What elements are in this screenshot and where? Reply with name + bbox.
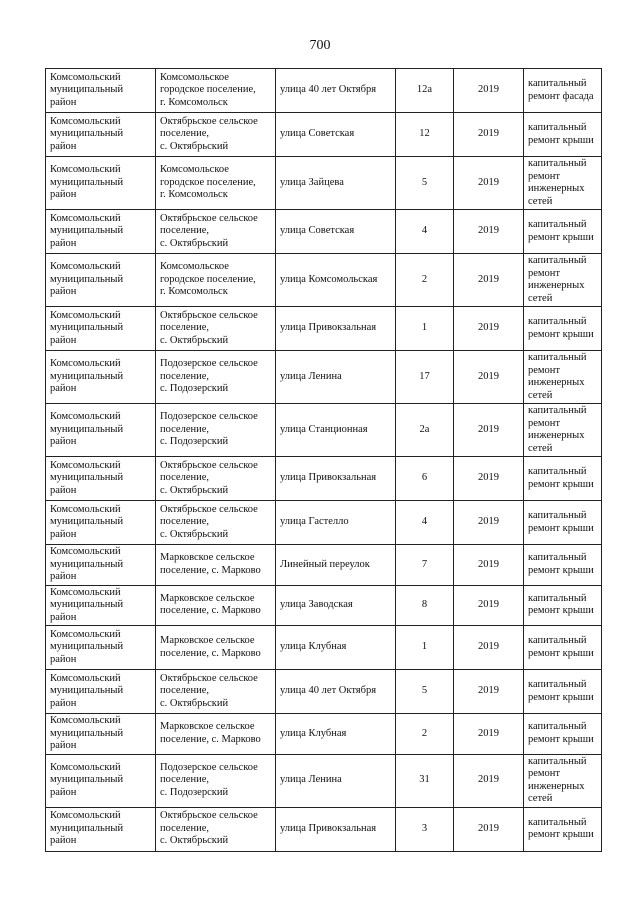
year-cell: 2019 [454,307,524,351]
settlement-cell: Подозерское сельское поселение, с. Подозерский [156,404,276,457]
district-cell: Комсомольский муниципальный район [46,714,156,755]
year-cell: 2019 [454,404,524,457]
house-number-cell: 1 [396,307,454,351]
settlement-cell: Комсомольское городское поселение, г. Комсомольск [156,254,276,307]
house-number-cell: 8 [396,585,454,626]
table-row [46,210,602,254]
district-cell: Комсомольский муниципальный район [46,501,156,545]
district-cell: Комсомольский муниципальный район [46,670,156,714]
table-row [46,113,602,157]
work-type-cell: капитальный ремонт крыши [524,626,602,670]
district-cell: Комсомольский муниципальный район [46,626,156,670]
district-cell: Комсомольский муниципальный район [46,754,156,807]
district-cell: Комсомольский муниципальный район [46,210,156,254]
work-type-cell: капитальный ремонт крыши [524,585,602,626]
year-cell: 2019 [454,585,524,626]
street-cell: улица Зайцева [276,157,396,210]
year-cell: 2019 [454,754,524,807]
year-cell: 2019 [454,457,524,501]
district-cell: Комсомольский муниципальный район [46,585,156,626]
table-row [46,714,602,755]
house-number-cell: 7 [396,545,454,586]
work-type-cell: капитальный ремонт инженерных сетей [524,754,602,807]
year-cell: 2019 [454,714,524,755]
year-cell: 2019 [454,351,524,404]
work-type-cell: капитальный ремонт крыши [524,714,602,755]
year-cell: 2019 [454,670,524,714]
table-row [46,69,602,113]
table-row [46,585,602,626]
work-type-cell: капитальный ремонт крыши [524,113,602,157]
settlement-cell: Комсомольское городское поселение, г. Комсомольск [156,69,276,113]
house-number-cell: 2 [396,254,454,307]
settlement-cell: Марковское сельское поселение, с. Марково [156,585,276,626]
house-number-cell: 1 [396,626,454,670]
house-number-cell: 17 [396,351,454,404]
year-cell: 2019 [454,501,524,545]
district-cell: Комсомольский муниципальный район [46,404,156,457]
house-number-cell: 4 [396,501,454,545]
district-cell: Комсомольский муниципальный район [46,545,156,586]
table-row [46,501,602,545]
work-type-cell: капитальный ремонт инженерных сетей [524,404,602,457]
work-type-cell: капитальный ремонт крыши [524,307,602,351]
table-row [46,254,602,307]
house-number-cell: 5 [396,157,454,210]
house-number-cell: 12 [396,113,454,157]
work-type-cell: капитальный ремонт инженерных сетей [524,351,602,404]
street-cell: улица Привокзальная [276,807,396,851]
settlement-cell: Марковское сельское поселение, с. Марково [156,626,276,670]
district-cell: Комсомольский муниципальный район [46,254,156,307]
street-cell: улица Советская [276,113,396,157]
table-row [46,157,602,210]
settlement-cell: Марковское сельское поселение, с. Марково [156,714,276,755]
table-row [46,626,602,670]
street-cell: улица Станционная [276,404,396,457]
district-cell: Комсомольский муниципальный район [46,457,156,501]
year-cell: 2019 [454,69,524,113]
table-row [46,807,602,851]
work-type-cell: капитальный ремонт крыши [524,210,602,254]
street-cell: улица Заводская [276,585,396,626]
house-number-cell: 12а [396,69,454,113]
year-cell: 2019 [454,210,524,254]
district-cell: Комсомольский муниципальный район [46,69,156,113]
year-cell: 2019 [454,807,524,851]
house-number-cell: 6 [396,457,454,501]
house-number-cell: 5 [396,670,454,714]
district-cell: Комсомольский муниципальный район [46,307,156,351]
house-number-cell: 3 [396,807,454,851]
table-row [46,404,602,457]
work-type-cell: капитальный ремонт крыши [524,545,602,586]
street-cell: улица Ленина [276,351,396,404]
table-row [46,754,602,807]
work-type-cell: капитальный ремонт инженерных сетей [524,254,602,307]
year-cell: 2019 [454,113,524,157]
settlement-cell: Октябрьское сельское поселение, с. Октябрьский [156,670,276,714]
street-cell: улица Гастелло [276,501,396,545]
district-cell: Комсомольский муниципальный район [46,157,156,210]
work-type-cell: капитальный ремонт крыши [524,457,602,501]
table-row [46,457,602,501]
district-cell: Комсомольский муниципальный район [46,351,156,404]
street-cell: улица Комсомольская [276,254,396,307]
table-row [46,351,602,404]
street-cell: Линейный переулок [276,545,396,586]
street-cell: улица Клубная [276,714,396,755]
year-cell: 2019 [454,157,524,210]
street-cell: улица Клубная [276,626,396,670]
street-cell: улица Ленина [276,754,396,807]
work-type-cell: капитальный ремонт фасада [524,69,602,113]
street-cell: улица 40 лет Октября [276,69,396,113]
house-number-cell: 4 [396,210,454,254]
settlement-cell: Подозерское сельское поселение, с. Подозерский [156,754,276,807]
settlement-cell: Октябрьское сельское поселение, с. Октябрьский [156,457,276,501]
table-row [46,307,602,351]
work-type-cell: капитальный ремонт инженерных сетей [524,157,602,210]
street-cell: улица Привокзальная [276,457,396,501]
settlement-cell: Октябрьское сельское поселение, с. Октябрьский [156,113,276,157]
street-cell: улица Привокзальная [276,307,396,351]
house-number-cell: 2а [396,404,454,457]
settlement-cell: Комсомольское городское поселение, г. Комсомольск [156,157,276,210]
work-type-cell: капитальный ремонт крыши [524,670,602,714]
settlement-cell: Октябрьское сельское поселение, с. Октябрьский [156,807,276,851]
work-type-cell: капитальный ремонт крыши [524,807,602,851]
year-cell: 2019 [454,626,524,670]
settlement-cell: Марковское сельское поселение, с. Марково [156,545,276,586]
table-row [46,670,602,714]
table-body [46,69,602,852]
settlement-cell: Октябрьское сельское поселение, с. Октябрьский [156,501,276,545]
work-type-cell: капитальный ремонт крыши [524,501,602,545]
settlement-cell: Октябрьское сельское поселение, с. Октябрьский [156,307,276,351]
district-cell: Комсомольский муниципальный район [46,807,156,851]
house-number-cell: 31 [396,754,454,807]
table-row [46,545,602,586]
page-number: 700 [309,38,331,53]
year-cell: 2019 [454,254,524,307]
repair-schedule-table [45,68,602,852]
street-cell: улица Советская [276,210,396,254]
year-cell: 2019 [454,545,524,586]
street-cell: улица 40 лет Октября [276,670,396,714]
settlement-cell: Октябрьское сельское поселение, с. Октябрьский [156,210,276,254]
district-cell: Комсомольский муниципальный район [46,113,156,157]
settlement-cell: Подозерское сельское поселение, с. Подозерский [156,351,276,404]
house-number-cell: 2 [396,714,454,755]
